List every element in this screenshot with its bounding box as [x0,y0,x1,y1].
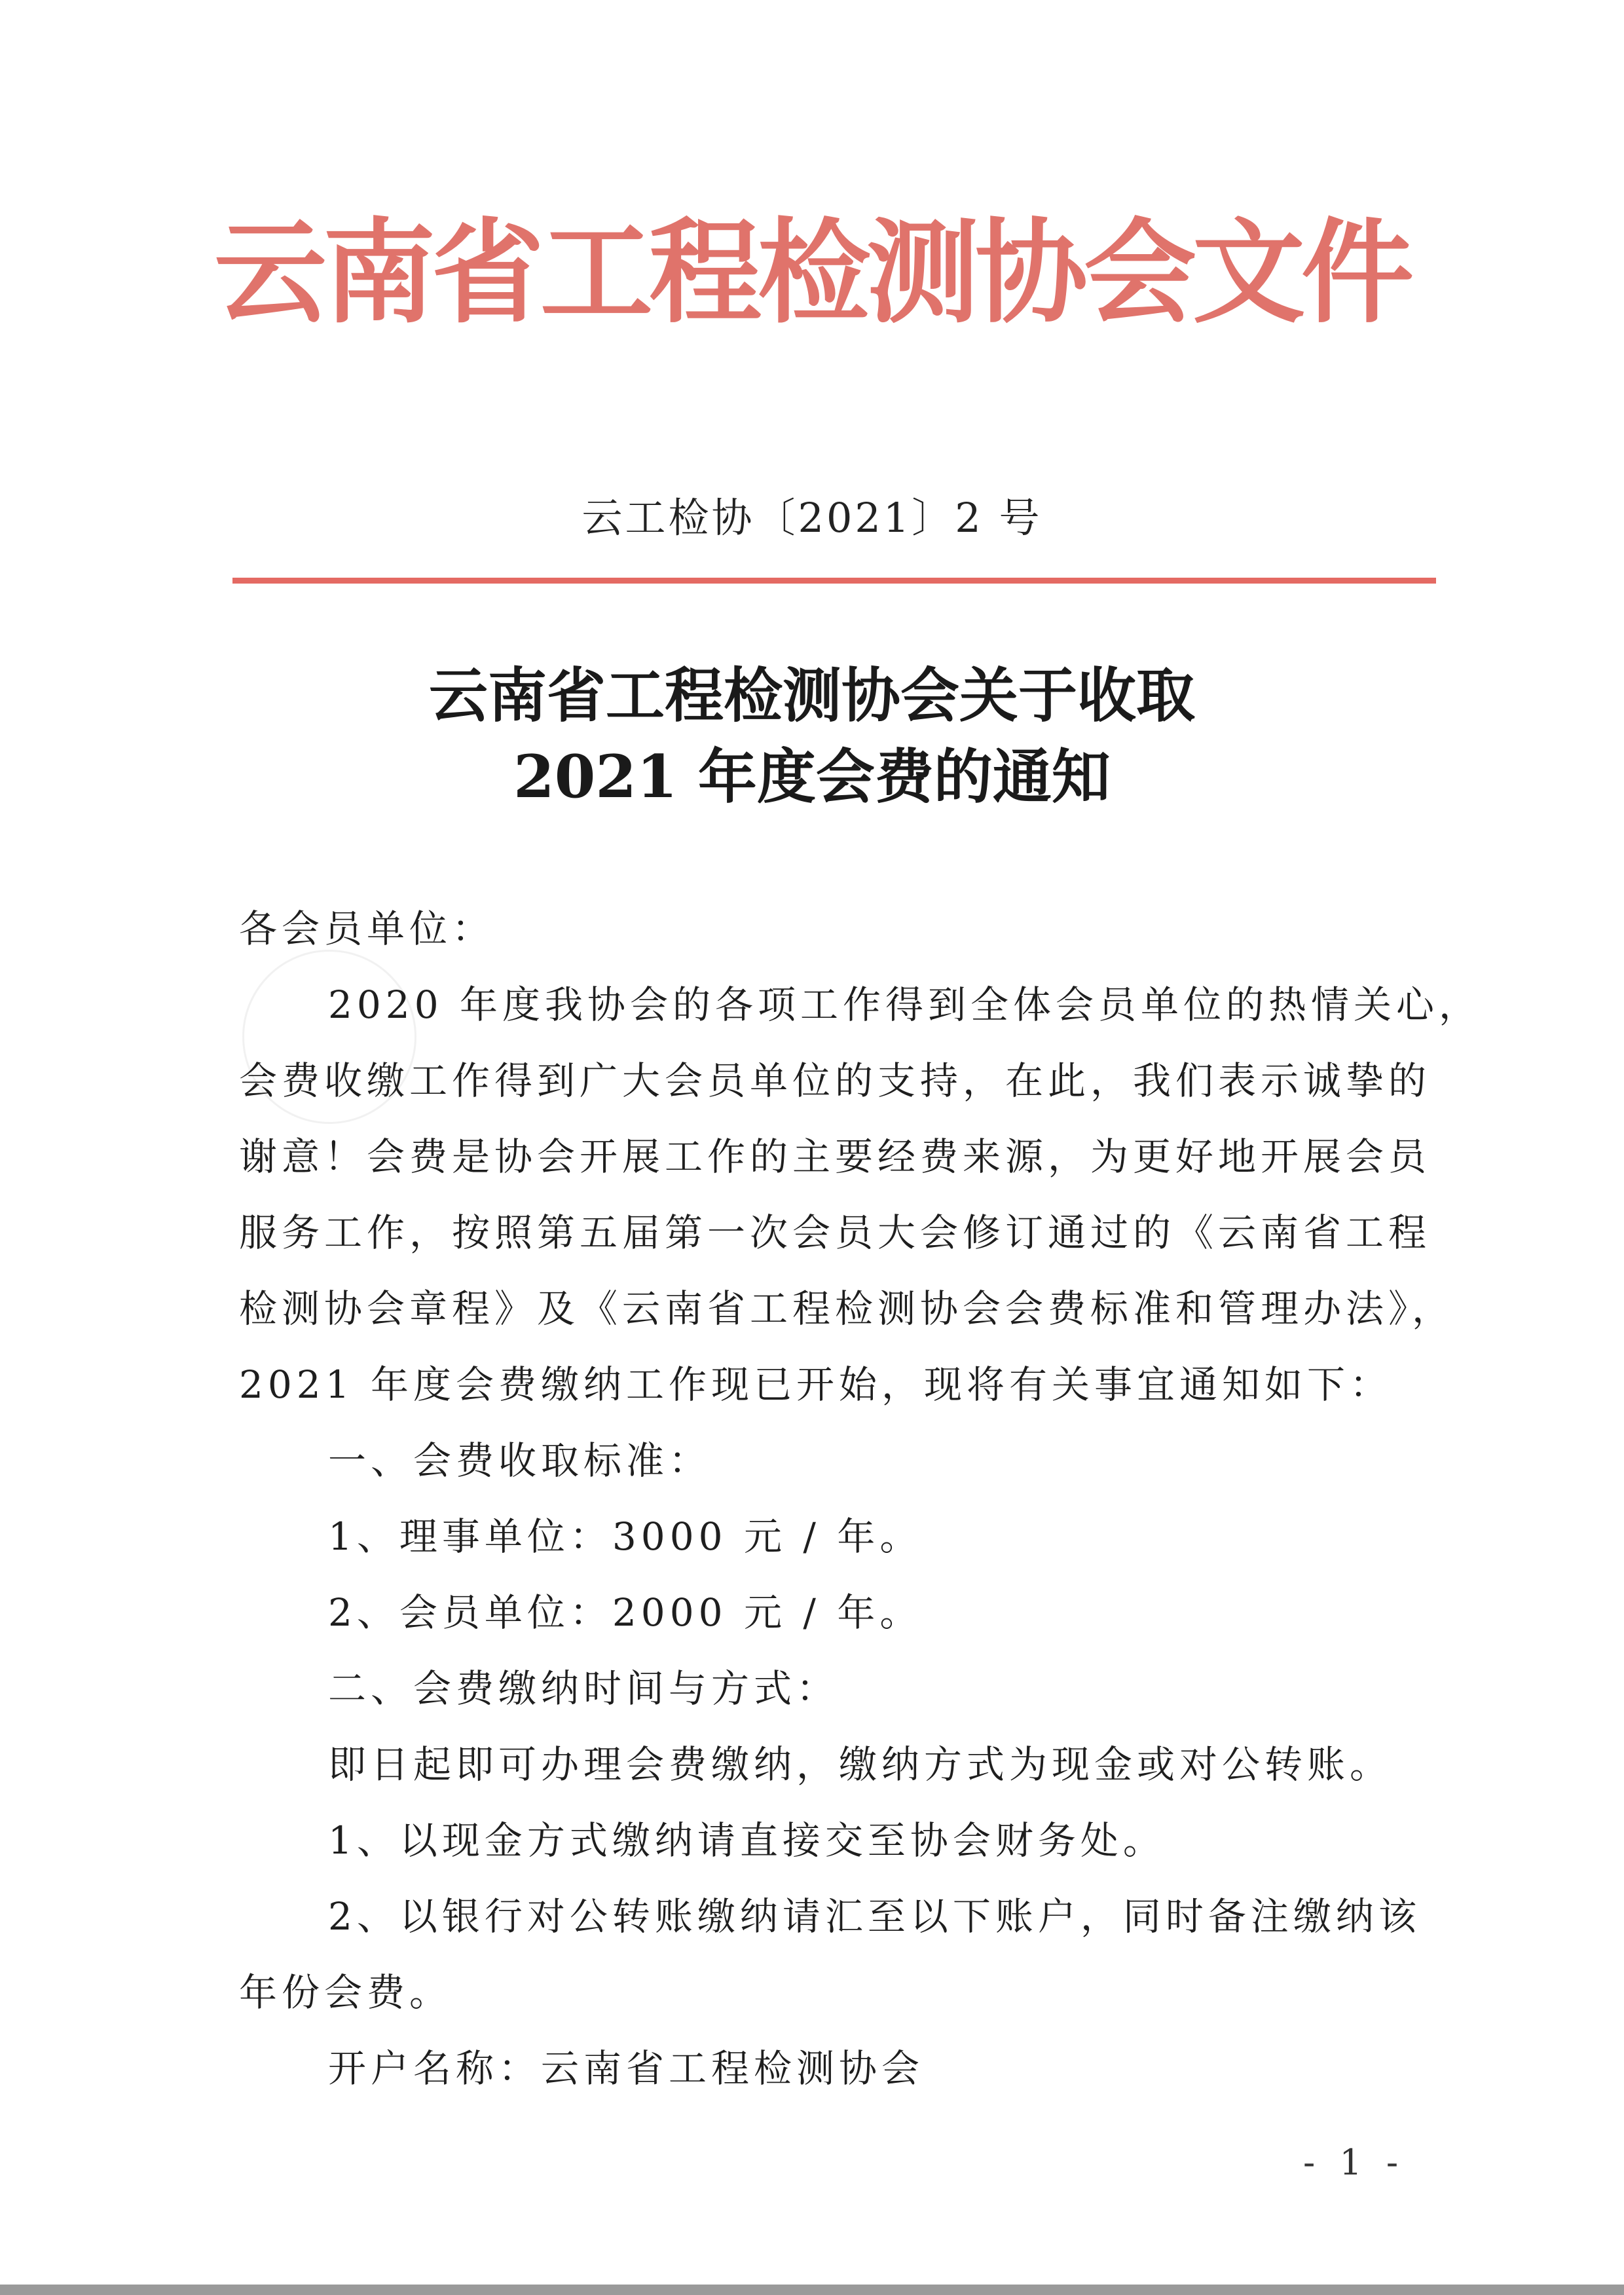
body-line: 2021 年度会费缴纳工作现已开始，现将有关事宜通知如下： [239,1362,1393,1407]
notice-title-line-1: 云南省工程检测协会关于收取 [429,661,1195,730]
notice-body [239,891,1482,2106]
body-line: 谢意！会费是协会开展工作的主要经费来源，为更好地开展会员 [239,1134,1431,1179]
body-line: 会费收缴工作得到广大会员单位的支持，在此，我们表示诚挚的 [239,1058,1431,1103]
body-line: 服务工作，按照第五届第一次会员大会修订通过的《云南省工程 [239,1210,1431,1255]
page-number: - 1 - [1303,2142,1405,2183]
payment-item-cash: 1、以现金方式缴纳请直接交至协会财务处。 [328,1818,1166,1863]
payment-item-transfer: 2、以银行对公转账缴纳请汇至以下账户，同时备注缴纳该 [328,1894,1421,1939]
document-masthead: 云南省工程检测协会文件 [214,206,1410,339]
payment-item-transfer-cont: 年份会费。 [239,1970,452,2015]
body-line: 检测协会章程》及《云南省工程检测协会会费标准和管理办法》， [239,1286,1455,1331]
payment-intro: 即日起即可办理会费缴纳，缴纳方式为现金或对公转账。 [328,1742,1393,1787]
red-separator-rule [232,578,1436,584]
document-number: 云工检协〔2021〕2 号 [581,494,1043,542]
salutation: 各会员单位： [239,906,495,951]
fee-item-member: 2、会员单位：2000 元 / 年。 [328,1590,923,1635]
notice-title-line-2: 2021 年度会费的通知 [513,742,1111,812]
fee-item-council: 1、理事单位：3000 元 / 年。 [328,1514,923,1559]
section-heading-fee-standard: 一、会费收取标准： [328,1438,712,1483]
account-name: 开户名称：云南省工程检测协会 [328,2046,925,2091]
scan-bottom-edge [0,2285,1624,2295]
notice-title [0,655,1624,817]
section-heading-payment: 二、会费缴纳时间与方式： [328,1666,840,1711]
body-line: 2020 年度我协会的各项工作得到全体会员单位的热情关心， [328,982,1482,1027]
